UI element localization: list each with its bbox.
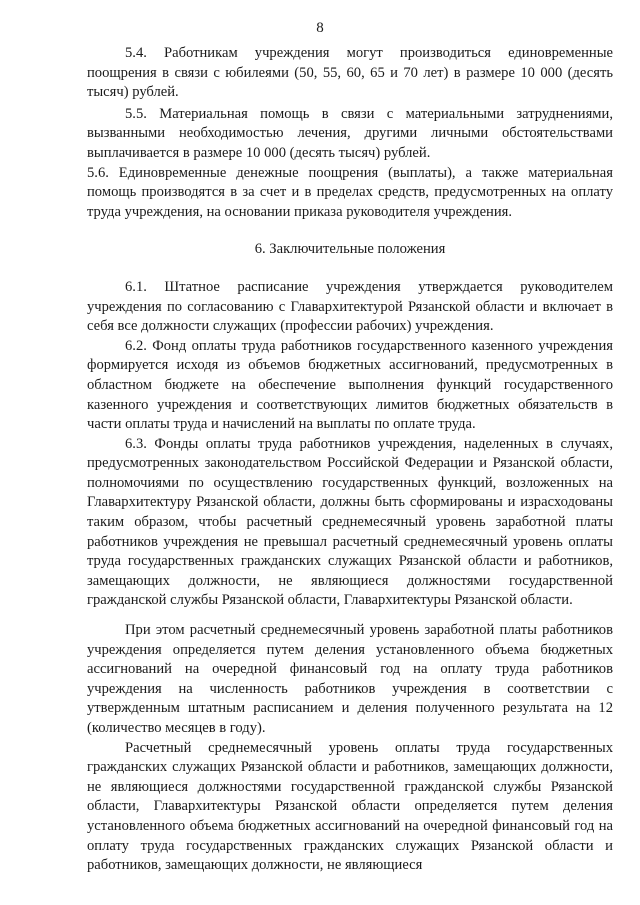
paragraph-6-2: 6.2. Фонд оплаты труда работников государственного казенного учреждения формируется исходя из объемов бюджетных ассигнований, предусмотренных в областном бюджете на обеспечение выполнения функций государственного казенного учреждения и соответствующих лимитов бюджетных обязательств в части оплаты труда и начислений на выплаты по оплате труда.	[87, 337, 613, 433]
paragraph-5-4: 5.4. Работникам учреждения могут производиться единовременные поощрения в связи с юбилеями (50, 55, 60, 65 и 70 лет) в размере 10 000 (десять тысяч) рублей.	[87, 45, 613, 101]
paragraph-6-3-civil-servants: Расчетный среднемесячный уровень оплаты труда государственных гражданских служащих Рязанской области и работников, замещающих должности, не являющиеся должностями государственной гражданской службы Рязанской области, Главархитектуры Рязанской области определяется путем деления установленного объема бюджетных ассигнований на очередной финансовый год на оплату труда государственных гражданских служащих Рязанской области и работников, замещающих должности, не являющиеся	[87, 739, 613, 874]
document-body	[87, 44, 613, 876]
paragraph-6-1: 6.1. Штатное расписание учреждения утверждается руководителем учреждения по согласованию с Главархитектурой Рязанской области и включает в себя все должности служащих (профессии рабочих) учреждения.	[87, 278, 613, 335]
section-heading: 6. Заключительные положения	[254, 241, 446, 258]
page-number: 8	[316, 20, 324, 36]
paragraph-5-6: 5.6. Единовременные денежные поощрения (выплаты), а также материальная помощь производятся в за счет и в пределах средств, предусмотренных на оплату труда учреждения, на основании приказа руководителя учреждения.	[87, 164, 613, 220]
paragraph-6-3-calculation: При этом расчетный среднемесячный уровень заработной платы работников учреждения определяется путем деления установленного объема бюджетных ассигнований на очередной финансовый год на оплату труда работников учреждения на численность работников учреждения в соответствии с утвержденным штатным расписанием и деления полученного результата на 12 (количество месяцев в году).	[87, 622, 613, 736]
paragraph-6-3: 6.3. Фонды оплаты труда работников учреждения, наделенных в случаях, предусмотренных законодательством Российской Федерации и Рязанской области, полномочиями по осуществлению государственных функций, возложенных на Главархитектуру Рязанской области, должны быть сформированы и израсходованы таким образом, чтобы расчетный среднемесячный уровень заработной платы работников учреждения не превышал расчетный среднемесячный уровень оплаты труда государственных гражданских служащих Рязанской области и работников, замещающих должности, не являющиеся должностями государственной гражданской службы Рязанской области, Главархитектуры Рязанской области.	[87, 435, 613, 609]
paragraph-5-5: 5.5. Материальная помощь в связи с материальными затруднениями, вызванными необходимостью лечения, другими личными обстоятельствами выплачивается в размере 10 000 (десять тысяч) рублей.	[87, 105, 613, 161]
